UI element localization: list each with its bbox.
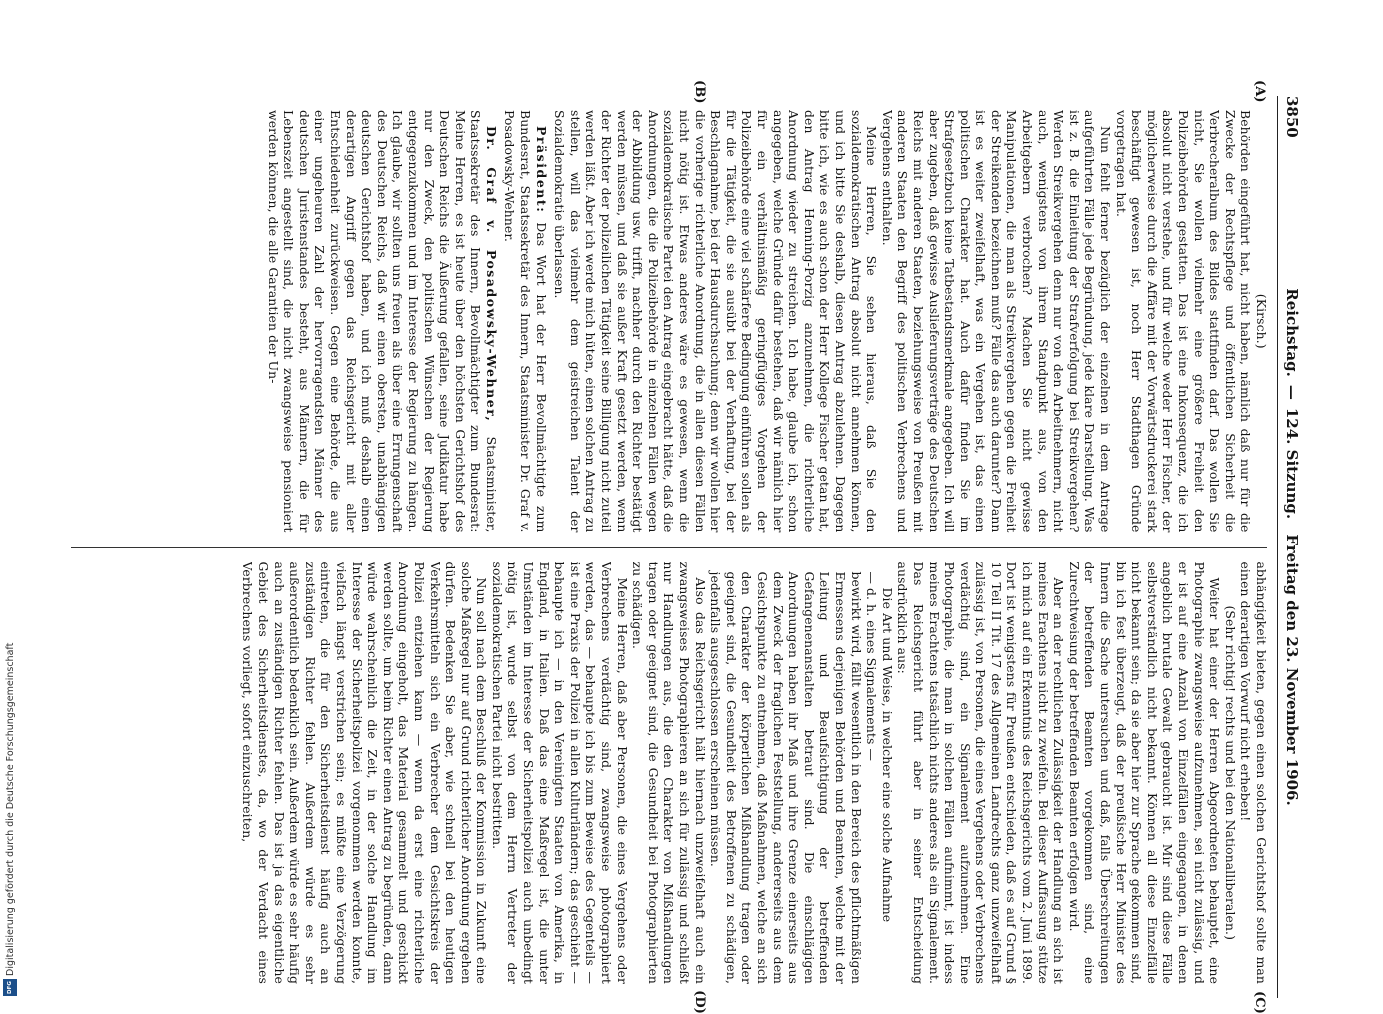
paragraph: abhängigkeit bieten, gegen einen solchen Gerichtshof sollte man einen derartigen Vorwurf nicht erheben! (1238, 561, 1269, 984)
quote-intro: Die Art und Weise, in welcher eine solche Aufnahme (879, 587, 895, 923)
speaker-paragraph (265, 110, 499, 533)
speech-text: Meine Herren, es ist heute über den höchsten Gerichtshof des Deutschen Reichs die Äußerung gefallen, seine Judikatur habe nur den Zweck, den politischen Wünschen der Regierung entgegenzukommen und im Interesse der Regierung zu hängen. Ich glaube, wir sollten uns freuen als über eine Errungenschaft des Deutschen Reichs, daß wir einen obersten, unabhängigen deutschen Gerichtshof haben, und ich muß deshalb einen derartigen Angriff gegen das Reichsgericht mit aller Entschiedenheit zurückweisen. Gegen eine Behörde, die aus einer ungeheuren Zahl der hervorragendsten Männer des deutschen Juristenstandes besteht, aus Männern, die für Lebenszeit angestellt sind, die nicht zwangsweise pensioniert werden können, die alle Garantien der Un- (265, 110, 468, 533)
title-date: Freitag den 23. November 1906. (1283, 534, 1301, 806)
title-reichstag: Reichstag. (1283, 288, 1301, 377)
margin-mark-c: (C) (1252, 991, 1267, 1014)
president-label: Präsident: (533, 126, 549, 214)
right-column-body (69, 562, 1269, 985)
paragraph: Nun soll nach dem Beschluß der Kommission in Zukunft eine solche Maßregel nur auf Grund richterlicher Anordnung ergehen dürfen. Bedenken Sie aber, wie schnell bei den heutigen Verkehrsmitteln sich ein Verbrecher dem Gesichtskreis der Polizei entziehen kann — wenn da erst eine richterliche Anordnung eingeholt, das Material gesammelt und geschickt werden sollte, um beim Richter einen Antrag zu begründen, dann würde wahrscheinlich die Zeit, in der solche Handlung im Interesse der Sicherheitspolizei vorgenommen werden konnte, vielfach längst verstrichen sein; es müßte eine Verzögerung eintreten, die für den Sicherheitsdienst häufig auch an zuständigen Richter fehlen. Außerdem würde es sehr außerordentlich bedenklich sein. Außerdem würde es sehr häufig auch an zuständigen Richter fehlen. Das ist ja das eigentliche Gebiet des Sicherheitsdienstes, da, wo der Verdacht eines Verbrechens vorliegt, sofort einzuschreiten, (240, 561, 490, 984)
page-title (1280, 96, 1304, 998)
quote-body: bewirkt wird, fällt wesentlich in den Bereich des pflichtmäßigen Ermessens derjenigen Behörden und Beamten, welche mit der Leitung und Beaufsichtigung der betreffenden Gefangenenanstalten betraut sind. Die einschlägigen Anordnungen haben ihr Maß und ihre Grenze einerseits aus dem Zweck der fraglichen Feststellung, andererseits aus dem Gesichtspunkte zu entnehmen, daß Maßnahmen, welche an sich den Charakter der körperlichen Mißhandlung tragen oder geeignet sind, die Gesundheit des Betroffenen zu schädigen, jedenfalls ausgeschlossen erscheinen müssen. (708, 571, 864, 984)
paragraph: Meine Herren, daß aber Personen, die eines Vergehens oder Verbrechens verdächtig sind, zwangsweise photographiert werden, das — behaupte ich bis zum Beweise des Gegenteils — ist eine Praxis der Polizei in allen Kulturländern; das geschieht — behaupte ich — in den Vereinigten Staaten von Amerika, in England, in Italien. Daß das eine Maßregel ist, die unter Umständen im Interesse der Sicherheitspolizei auch unbedingt nötig ist, wurde selbst von dem Herrn Vertreter der sozialdemokratischen Partei nicht bestritten. (489, 561, 630, 984)
margin-mark-d: (D) (692, 990, 707, 1014)
paragraph: Also das Reichsgericht hält hiernach unzweifelhaft auch ein zwangsweises Photographieren an sich für zulässig und schließt nur Handlungen aus, die den Charakter von Mißhandlungen tragen oder geeignet sind, die Gesundheit bei Photographierten zu schädigen. (630, 561, 708, 984)
page-number: 3850 (1283, 96, 1301, 138)
title-session: 124. Sitzung. (1283, 407, 1301, 520)
paragraph: Aber an der rechtlichen Zulässigkeit der Handlung an sich ist meines Erachtens nicht zu zweifeln. Bei dieser Auffassung stütze ich mich auf ein Erkenntnis des Reichsgerichts vom 2. Juni 1899. Dort ist wenigstens für Preußen entschieden, daß es auf Grund § 10 Teil II Tit. 17 des Allgemeinen Landrechts ganz unzweifelhaft zulässig ist, von Personen, die eines Vergehens oder Verbrechens verdächtig sind, ein Signalement aufzunehmen. Eine Photographie, die man in solchen Fällen aufnimmt, ist indess meines Erachtens tatsächlich nichts anderes als ein Signalement. Das Reichsgericht führt aber in seiner Entscheidung ausdrücklich aus: (895, 561, 1067, 984)
speaker-title: Staatsminister, Staatssekretär des Innern, Bevollmächtigter zum Bundesrat: (468, 110, 499, 533)
right-column (69, 548, 1269, 1014)
speaker-name: Dr. Graf v. Posadowsky-Wehner, (483, 126, 499, 423)
paragraph: Behörden eingeführt hat, nicht haben, nämlich daß nur für die Zwecke der Rechtspflege und öffentlichen Sicherheit die Verbrecheralbum des Bildes stattfinden darf. Das wollen Sie nicht, Sie wollen vielmehr eine größere Freiheit den Polizeibehörden gestatten. Das ist eine Inkonsequenz, die ich absolut nicht verstehe, und für welche weder Herr Fischer, der möglicherweise durch die Affäre mit der Vorwärtsdruckerei stark beschäftigt gewesen ist, noch Herr Stadthagen Gründe vorgetragen hat. (1113, 110, 1254, 533)
paragraph: Meine Herren, Sie sehen hieraus, daß Sie den sozialdemokratischen Antrag absolut nicht annehmen können, und ich bitte Sie deshalb, diesen Antrag abzulehnen. Dagegen bitte ich, wie es auch schon der Herr Kollege Fischer getan hat, den Antrag Henning-Porzig anzunehmen, die richterliche Anordnung wieder zu streichen. Ich habe, glaube ich, schon angegeben, welche Gründe dafür bestehen, daß wir nämlich hier für ein verhältnismäßig geringfügiges Vorgehen der Polizeibehörde eine viel schärfere Bedingung einführen sollen als für die Tätigkeit, die sie ausübt bei der Verhaftung, bei der Beschlagnahme, bei der Hausdurchsuchung; denn wir wollen hier die vorherige richterliche Anordnung, die in allen diesen Fällen nicht nötig ist. Etwas anderes wäre es gewesen, wenn die sozialdemokratische Partei den Antrag eingebracht hätte, daß die Anordnungen, die die Polizeibehörde in einzelnen Fällen wegen der Abbildung usw. trifft, nachher durch den Richter bestätigt werden müssen, und daß sie außer Kraft gesetzt werden, wenn der Richter der polizeilichen Tätigkeit seine Billigung nicht zuteil werden läßt. Aber ich werde mich hüten, einen solchen Antrag zu stellen, will das vielmehr dem geistreichen Talent der Sozialdemokratie überlassen. (552, 110, 880, 533)
margin-mark-a: (A) (1252, 80, 1267, 103)
digitization-credit-text: Digitalisierung gefördert durch die Deutsche Forschungsgemeinschaft (5, 642, 16, 976)
president-text: Das Wort hat der Herr Bevollmächtigte zum Bundesrat, Staatssekretär des Innern, Staatsminister Dr. Graf v. Posadowsky-Wehner. (502, 110, 549, 533)
audience-reaction: (Sehr richtig! rechts und bei den Nationalliberalen.) (1222, 605, 1238, 941)
text-columns (69, 80, 1269, 1014)
scanned-page (64, 82, 1304, 1012)
paragraph: Weiter hat einer der Herren Abgeordneten behauptet, eine Photographie zwangsweise aufzunehmen, sei nicht zulässig, und er ist auf eine Anzahl von Einzelfällen eingegangen, in denen angeblich brutale Gewalt gebraucht ist. Mir sind diese Fälle selbstverständlich nicht bekannt. Können all diese Einzelfälle nicht bekannt sein; da sie aber hier zur Sprache gekommen sind, bin ich fest überzeugt, daß der preußische Herr Minister des Innern die Sache untersuchen und daß, falls Überschreitungen der betreffenden Beamten vorgekommen sind, eine Zurechtweisung der betreffenden Beamten erfolgen wird. (1066, 561, 1223, 984)
page-header (1277, 96, 1304, 998)
margin-mark-b: (B) (692, 80, 707, 104)
paragraph: Nun fehlt ferner bezüglich der einzelnen in dem Antrage aufgeführten Fälle jede Begründung, jede klare Darstellung. Was ist z. B. die Einleitung der Strafverfolgung bei Streikvergehen? Werden Streikvergehen denn nur von den Arbeitnehmern, nicht auch, wenigstens von ihrem Standpunkt aus, von den Arbeitgebern verbrochen? Machen Sie nicht gewisse Manipulationen, die man als Streikvergehen gegen die Freiheit der Streikenden bezeichnen muß? Fälle das auch darunter? Dann ist es weiter zweifelhaft, was ein Vergehen ist, das einen politischen Charakter hat. Auch dafür finden Sie im Strafgesetzbuch keine Tatbestandsmerkmale angegeben. Ich will aber zugeben, daß gewisse Auslieferungsverträge des Deutschen Reichs mit anderen Staaten, beziehungsweise von Preußen mit anderen Staaten den Begriff des politischen Verbrechens und Vergehens enthalten. (879, 110, 1114, 533)
quote-aside: — d. h. eines Signalements — (864, 571, 880, 761)
left-column (69, 80, 1269, 547)
left-column-body (69, 110, 1269, 533)
president-paragraph (502, 110, 549, 533)
dfg-logo: DFG (3, 979, 17, 996)
speaker-continuation: (Kirsch.) (1254, 293, 1269, 349)
title-separator: — (1283, 384, 1301, 400)
digitization-credit (4, 556, 18, 976)
